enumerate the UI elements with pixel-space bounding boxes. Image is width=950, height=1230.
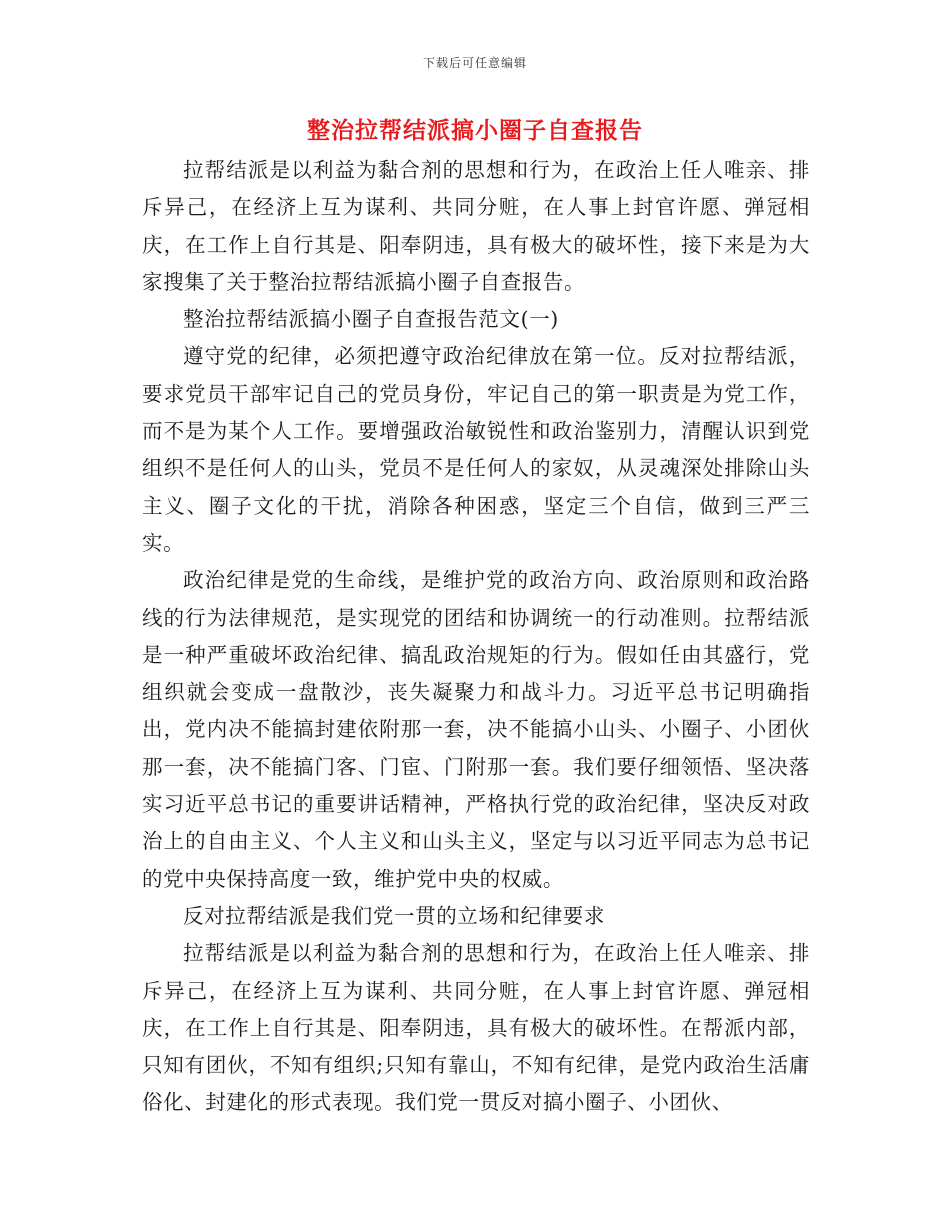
document-body (142, 152, 810, 1122)
body-paragraph: 拉帮结派是以利益为黏合剂的思想和行为，在政治上任人唯亲、排斥异己，在经济上互为谋利、共同分赃，在人事上封官许愿、弹冠相庆，在工作上自行其是、阳奉阴违，具有极大的破坏性，接下来是为大家搜集了关于整治拉帮结派搞小圈子自查报告。 (142, 158, 810, 294)
body-paragraph: 政治纪律是党的生命线，是维护党的政治方向、政治原则和政治路线的行为法律规范，是实现党的团结和协调统一的行动准则。拉帮结派是一种严重破坏政治纪律、搞乱政治规矩的行为。假如任由其盛行，党组织就会变成一盘散沙，丧失凝聚力和战斗力。习近平总书记明确指出，党内决不能搞封建依附那一套，决不能搞小山头、小圈子、小团伙那一套，决不能搞门客、门宦、门附那一套。我们要仔细领悟、坚决落实习近平总书记的重要讲话精神，严格执行党的政治纪律，坚决反对政治上的自由主义、个人主义和山头主义，坚定与以习近平同志为总书记的党中央保持高度一致，维护党中央的权威。 (142, 568, 810, 891)
section-heading: 反对拉帮结派是我们党一贯的立场和纪律要求 (183, 903, 605, 928)
body-paragraph: 拉帮结派是以利益为黏合剂的思想和行为，在政治上任人唯亲、排斥异己，在经济上互为谋利、共同分赃，在人事上封官许愿、弹冠相庆，在工作上自行其是、阳奉阴违，具有极大的破坏性。在帮派内部，只知有团伙，不知有组织;只知有靠山，不知有纪律，是党内政治生活庸俗化、封建化的形式表现。我们党一贯反对搞小圈子、小团伙、 (142, 941, 810, 1115)
section-heading: 整治拉帮结派搞小圈子自查报告范文(一) (183, 307, 559, 332)
page-header-note: 下载后可任意编辑 (422, 56, 527, 70)
body-paragraph: 遵守党的纪律，必须把遵守政治纪律放在第一位。反对拉帮结派，要求党员干部牢记自己的党员身份，牢记自己的第一职责是为党工作，而不是为某个人工作。要增强政治敏锐性和政治鉴别力，清醒认识到党组织不是任何人的山头，党员不是任何人的家奴，从灵魂深处排除山头主义、圈子文化的干扰，消除各种困惑，坚定三个自信，做到三严三实。 (142, 344, 810, 555)
document-title: 整治拉帮结派搞小圈子自查报告 (307, 117, 643, 144)
